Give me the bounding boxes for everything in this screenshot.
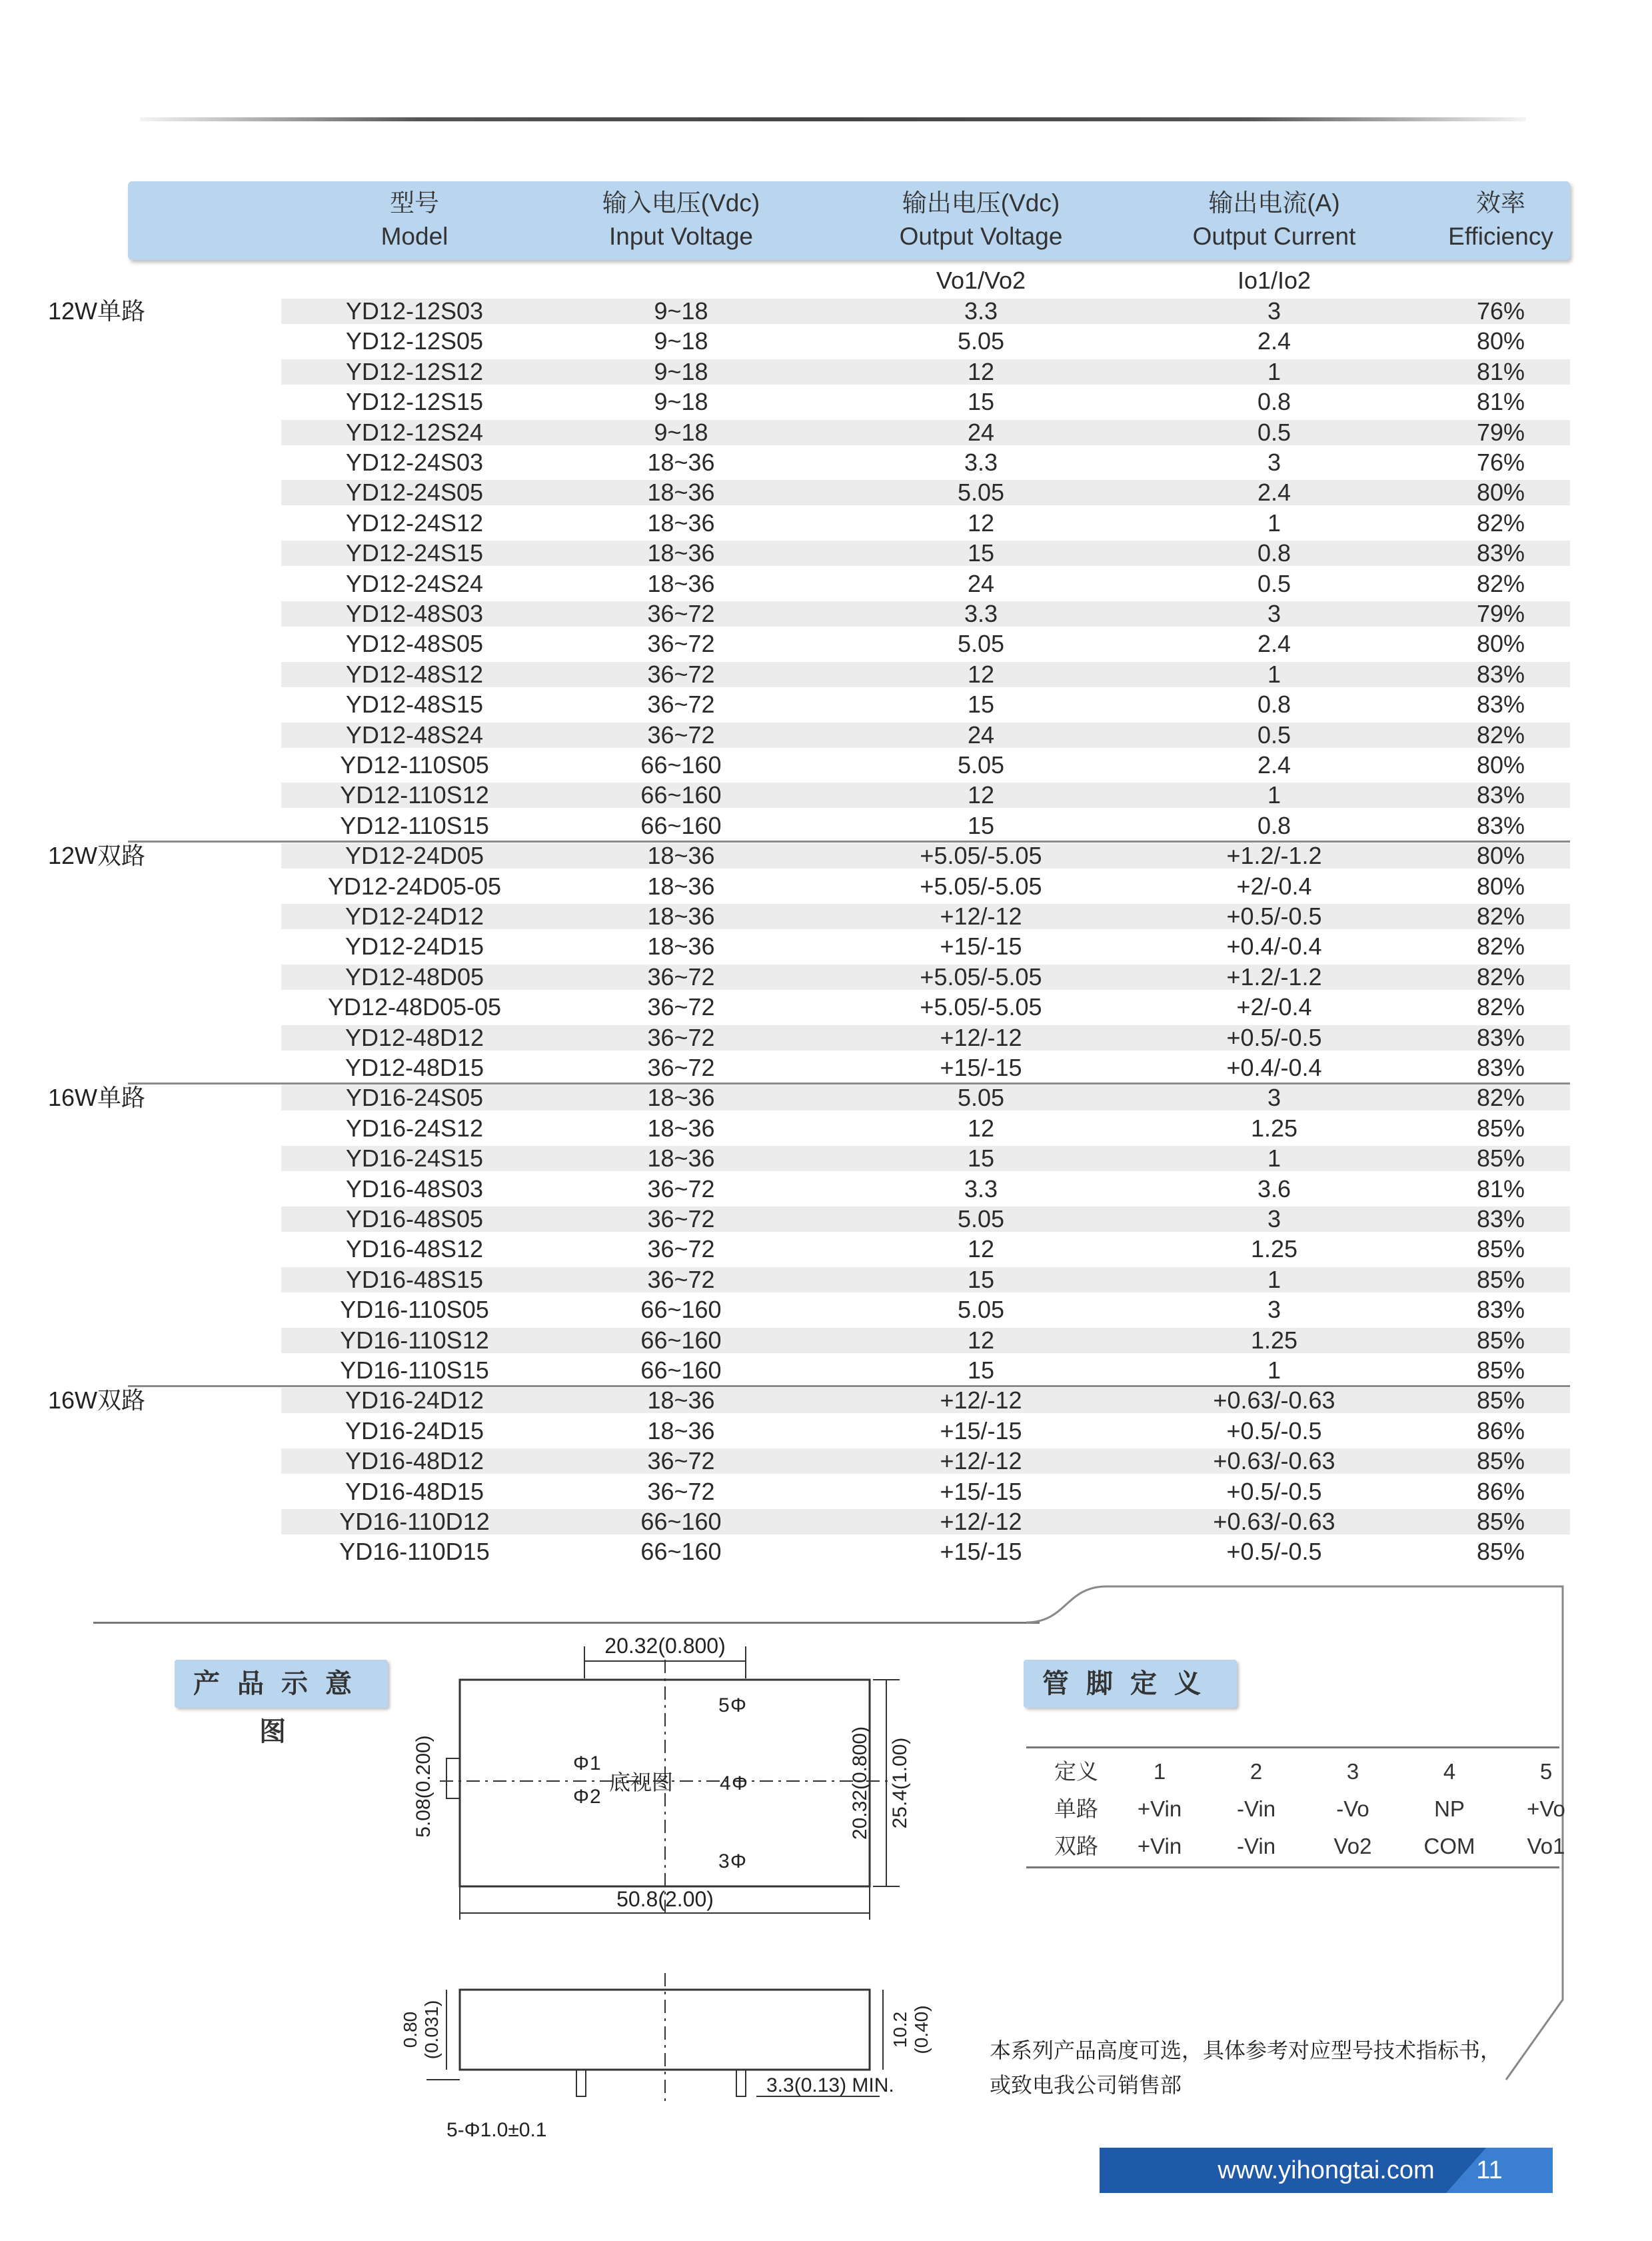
side-right-label-a: 10.2 — [890, 2011, 910, 2048]
cell-model: YD12-24D12 — [345, 903, 484, 930]
note-line-2: 或致电我公司销售部 — [990, 2073, 1182, 2097]
cell-input-voltage: 66~160 — [640, 1538, 722, 1566]
cell-output-voltage: 15 — [967, 388, 995, 416]
pin2-label: 2 — [590, 1786, 601, 1808]
header-output-current: 输出电流(A) Output Current — [1192, 189, 1356, 250]
cell-efficiency: 85% — [1476, 1447, 1525, 1475]
pin-table-top-rule — [1026, 1746, 1559, 1748]
cell-output-voltage: +15/-15 — [940, 933, 1022, 961]
cell-output-current: 3.6 — [1257, 1174, 1291, 1202]
cell-efficiency: 83% — [1476, 1205, 1525, 1232]
cell-output-voltage: 12 — [967, 357, 995, 385]
cell-efficiency: 83% — [1476, 811, 1525, 839]
cell-model: YD12-12S05 — [345, 327, 484, 355]
cell-model: YD16-48D12 — [345, 1447, 484, 1475]
cell-input-voltage: 36~72 — [647, 660, 715, 688]
cell-output-current: +0.5/-0.5 — [1226, 903, 1322, 930]
cell-model: YD12-24S03 — [345, 449, 484, 476]
cell-output-current: +1.2/-1.2 — [1226, 963, 1322, 991]
cell-output-voltage: 15 — [967, 691, 995, 719]
cell-input-voltage: 36~72 — [647, 691, 715, 719]
cell-output-current: 0.8 — [1257, 691, 1291, 719]
cell-output-current: 0.5 — [1257, 721, 1291, 749]
cell-output-voltage: 24 — [967, 721, 995, 749]
cell-efficiency: 85% — [1476, 1508, 1525, 1535]
cell-input-voltage: 36~72 — [647, 1235, 715, 1263]
cell-input-voltage: 36~72 — [647, 1174, 715, 1202]
cell-efficiency: 82% — [1476, 1084, 1525, 1112]
cell-efficiency: 80% — [1476, 751, 1525, 779]
cell-efficiency: 85% — [1476, 1114, 1525, 1142]
cell-output-voltage: 3.3 — [964, 449, 998, 476]
cell-model: YD12-12S24 — [345, 418, 484, 446]
cell-model: YD12-12S03 — [345, 297, 484, 325]
cell-input-voltage: 18~36 — [647, 933, 715, 961]
cell-efficiency: 80% — [1476, 630, 1525, 658]
cell-output-voltage: +15/-15 — [940, 1538, 1022, 1566]
pin4-mark: Φ — [732, 1772, 748, 1794]
cell-output-voltage: 24 — [967, 418, 995, 446]
cell-input-voltage: 36~72 — [647, 1477, 715, 1505]
cell-efficiency: 85% — [1476, 1386, 1525, 1414]
cell-efficiency: 79% — [1476, 600, 1525, 627]
cell-model: YD16-110D12 — [339, 1508, 490, 1535]
cell-output-voltage: +12/-12 — [940, 1508, 1022, 1535]
group-label: 12W单路 — [47, 297, 146, 325]
cell-output-voltage: +5.05/-5.05 — [920, 963, 1042, 991]
cell-input-voltage: 18~36 — [647, 1144, 715, 1172]
cell-output-voltage: 3.3 — [964, 600, 998, 627]
cell-output-voltage: 5.05 — [957, 1205, 1005, 1232]
cell-efficiency: 83% — [1476, 539, 1525, 567]
cell-model: YD16-110D15 — [339, 1538, 490, 1566]
cell-output-voltage: 15 — [967, 811, 995, 839]
header-model: 型号 Model — [381, 189, 448, 250]
cell-output-current: +0.5/-0.5 — [1226, 1023, 1322, 1051]
cell-input-voltage: 9~18 — [654, 388, 708, 416]
cell-input-voltage: 66~160 — [640, 1296, 722, 1324]
pin-dual-2: -Vin — [1236, 1834, 1276, 1858]
cell-model: YD16-48S05 — [345, 1205, 484, 1232]
cell-model: YD12-48D05 — [345, 963, 484, 991]
cell-model: YD12-12S15 — [345, 388, 484, 416]
cell-input-voltage: 36~72 — [647, 993, 715, 1021]
cell-model: YD16-24S15 — [345, 1144, 484, 1172]
cell-efficiency: 81% — [1476, 388, 1525, 416]
header-efficiency: 效率 Efficiency — [1448, 189, 1553, 250]
pin-single-5: +Vo — [1527, 1796, 1565, 1821]
cell-efficiency: 85% — [1476, 1538, 1525, 1566]
pin-table-header — [1026, 1753, 1559, 1790]
pin4-label: 4 — [720, 1772, 731, 1794]
cell-output-voltage: 12 — [967, 660, 995, 688]
cell-efficiency: 81% — [1476, 1174, 1525, 1202]
header-output-voltage: 输出电压(Vdc) Output Voltage — [899, 189, 1063, 250]
cell-output-current: +0.63/-0.63 — [1213, 1447, 1335, 1475]
cell-model: YD16-24D12 — [345, 1386, 484, 1414]
cell-model: YD12-24D15 — [345, 933, 484, 961]
pin-header-1: 1 — [1153, 1759, 1166, 1784]
cell-model: YD16-48S15 — [345, 1265, 484, 1293]
cell-efficiency: 76% — [1476, 449, 1525, 476]
cell-input-voltage: 36~72 — [647, 1447, 715, 1475]
cell-output-voltage: 5.05 — [957, 630, 1005, 658]
cell-output-voltage: 12 — [967, 1114, 995, 1142]
cell-output-voltage: +12/-12 — [940, 1447, 1022, 1475]
cell-model: YD12-48S24 — [345, 721, 484, 749]
cell-efficiency: 85% — [1476, 1326, 1525, 1354]
cell-efficiency: 82% — [1476, 903, 1525, 930]
cell-input-voltage: 36~72 — [647, 1054, 715, 1081]
pin-header-2: 2 — [1249, 1759, 1263, 1784]
cell-model: YD16-48D15 — [345, 1477, 484, 1505]
cell-model: YD12-48D12 — [345, 1023, 484, 1051]
cell-input-voltage: 18~36 — [647, 1416, 715, 1444]
cell-output-current: 0.5 — [1257, 418, 1291, 446]
pin-single-1: +Vin — [1137, 1796, 1182, 1821]
cell-output-voltage: +5.05/-5.05 — [920, 872, 1042, 900]
pin-dual-5: Vo1 — [1527, 1834, 1565, 1858]
cell-input-voltage: 18~36 — [647, 903, 715, 930]
cell-output-voltage: 5.05 — [957, 751, 1005, 779]
cell-output-current: 3 — [1267, 1084, 1281, 1112]
cell-output-voltage: +5.05/-5.05 — [920, 842, 1042, 870]
cell-efficiency: 83% — [1476, 660, 1525, 688]
cell-efficiency: 85% — [1476, 1356, 1525, 1384]
cell-output-current: +2/-0.4 — [1236, 872, 1312, 900]
cell-output-current: +0.4/-0.4 — [1226, 933, 1322, 961]
cell-output-current: 2.4 — [1257, 751, 1291, 779]
side-pin-left — [576, 2070, 586, 2096]
cell-output-voltage: +12/-12 — [940, 1023, 1022, 1051]
cell-output-current: 1.25 — [1250, 1326, 1298, 1354]
cell-output-current: 3 — [1267, 449, 1281, 476]
pin3-label: 3 — [718, 1850, 730, 1872]
cell-output-current: 0.8 — [1257, 811, 1291, 839]
cell-input-voltage: 36~72 — [647, 600, 715, 627]
left-dim-bracket — [446, 1758, 460, 1798]
diagram-section-title: 产品示意图 — [175, 1660, 388, 1708]
cell-input-voltage: 66~160 — [640, 781, 722, 809]
cell-output-current: 1 — [1267, 1144, 1281, 1172]
cell-efficiency: 82% — [1476, 963, 1525, 991]
pin1-mark: Φ — [573, 1752, 589, 1774]
cell-output-current: +0.5/-0.5 — [1226, 1538, 1322, 1566]
cell-input-voltage: 36~72 — [647, 963, 715, 991]
cell-model: YD12-48S12 — [345, 660, 484, 688]
cell-output-current: 0.8 — [1257, 539, 1291, 567]
pin-header-4: 4 — [1443, 1759, 1456, 1784]
cell-output-voltage: 24 — [967, 569, 995, 597]
cell-efficiency: 86% — [1476, 1416, 1525, 1444]
pin-single-2: -Vin — [1236, 1796, 1276, 1821]
cell-output-voltage: +12/-12 — [940, 903, 1022, 930]
cell-input-voltage: 9~18 — [654, 357, 708, 385]
cell-input-voltage: 66~160 — [640, 1508, 722, 1535]
pin-section-title: 管脚定义 — [1024, 1660, 1237, 1708]
pin-dual-1: +Vin — [1137, 1834, 1182, 1858]
cell-input-voltage: 36~72 — [647, 1265, 715, 1293]
cell-output-current: +2/-0.4 — [1236, 993, 1312, 1021]
cell-efficiency: 82% — [1476, 569, 1525, 597]
cell-model: YD12-48S05 — [345, 630, 484, 658]
cell-model: YD12-48S15 — [345, 691, 484, 719]
cell-input-voltage: 36~72 — [647, 721, 715, 749]
cell-model: YD12-24D05 — [345, 842, 484, 870]
group-label: 12W双路 — [47, 842, 146, 870]
cell-efficiency: 86% — [1476, 1477, 1525, 1505]
note-line-1: 本系列产品高度可选，具体参考对应型号技术指标书， — [990, 2038, 1502, 2062]
cell-input-voltage: 18~36 — [647, 1084, 715, 1112]
cell-input-voltage: 9~18 — [654, 327, 708, 355]
cell-input-voltage: 18~36 — [647, 449, 715, 476]
cell-model: YD12-48D05-05 — [327, 993, 502, 1021]
cell-input-voltage: 36~72 — [647, 1023, 715, 1051]
cell-output-voltage: 3.3 — [964, 297, 998, 325]
cell-output-current: 1.25 — [1250, 1114, 1298, 1142]
cell-efficiency: 83% — [1476, 1054, 1525, 1081]
footer-url[interactable]: www.yihongtai.com — [1100, 2148, 1553, 2193]
cell-output-current: 1 — [1267, 660, 1281, 688]
cell-input-voltage: 18~36 — [647, 539, 715, 567]
header-input-voltage: 输入电压(Vdc) Input Voltage — [602, 189, 760, 250]
cell-output-current: 0.8 — [1257, 388, 1291, 416]
cell-output-voltage: +5.05/-5.05 — [920, 993, 1042, 1021]
cell-input-voltage: 18~36 — [647, 479, 715, 507]
pin3-mark: Φ — [730, 1850, 746, 1872]
side-left-label-a: 0.80 — [400, 2011, 420, 2048]
side-left-label-b: (0.031) — [421, 2000, 442, 2060]
pin1-label: 1 — [590, 1752, 601, 1774]
dim-top-label: 20.32(0.800) — [604, 1634, 726, 1658]
cell-efficiency: 83% — [1476, 1023, 1525, 1051]
sub-header-output: Vo1/Vo2 — [936, 267, 1026, 294]
center-view-label: 底视图 — [608, 1770, 674, 1794]
cell-model: YD12-110S15 — [340, 811, 489, 839]
pin2-mark: Φ — [573, 1786, 589, 1808]
pin-single-3: -Vo — [1336, 1796, 1369, 1821]
cell-input-voltage: 66~160 — [640, 751, 722, 779]
cell-output-voltage: 5.05 — [957, 1084, 1005, 1112]
pin-dual-3: Vo2 — [1333, 1834, 1372, 1858]
dim-left-label: 5.08(0.200) — [413, 1735, 434, 1838]
dim-right-inner-label: 20.32(0.800) — [849, 1726, 871, 1840]
cell-output-current: +0.5/-0.5 — [1226, 1416, 1322, 1444]
cell-output-current: 1 — [1267, 509, 1281, 537]
cell-model: YD12-24S12 — [345, 509, 484, 537]
cell-efficiency: 83% — [1476, 781, 1525, 809]
cell-model: YD12-24S15 — [345, 539, 484, 567]
cell-efficiency: 85% — [1476, 1144, 1525, 1172]
side-right-label-b: (0.40) — [911, 2005, 932, 2054]
cell-output-voltage: 15 — [967, 1144, 995, 1172]
pin-dual-label: 双路 — [1054, 1834, 1098, 1858]
cell-model: YD12-110S12 — [340, 781, 489, 809]
cell-output-voltage: 12 — [967, 1326, 995, 1354]
cell-input-voltage: 36~72 — [647, 630, 715, 658]
cell-output-voltage: 12 — [967, 781, 995, 809]
cell-model: YD12-24S24 — [345, 569, 484, 597]
pin5-label: 5 — [718, 1694, 730, 1716]
cell-efficiency: 82% — [1476, 721, 1525, 749]
cell-model: YD16-48S03 — [345, 1174, 484, 1202]
cell-efficiency: 82% — [1476, 509, 1525, 537]
page-number: 11 — [1476, 2156, 1503, 2184]
cell-output-voltage: 12 — [967, 1235, 995, 1263]
pin5-mark: Φ — [730, 1694, 746, 1716]
cell-output-current: 1 — [1267, 1265, 1281, 1293]
pin-header-5: 5 — [1539, 1759, 1553, 1784]
cell-output-current: 2.4 — [1257, 479, 1291, 507]
cell-efficiency: 82% — [1476, 933, 1525, 961]
cell-input-voltage: 18~36 — [647, 1114, 715, 1142]
pin-row-single — [1026, 1790, 1565, 1828]
cell-output-current: +0.63/-0.63 — [1213, 1386, 1335, 1414]
cell-input-voltage: 18~36 — [647, 569, 715, 597]
cell-efficiency: 76% — [1476, 297, 1525, 325]
pin-dual-4: COM — [1423, 1834, 1475, 1858]
cell-efficiency: 85% — [1476, 1265, 1525, 1293]
cell-output-current: 3 — [1267, 1205, 1281, 1232]
cell-efficiency: 83% — [1476, 691, 1525, 719]
cell-input-voltage: 36~72 — [647, 1205, 715, 1232]
cell-output-voltage: 5.05 — [957, 1296, 1005, 1324]
cell-efficiency: 80% — [1476, 872, 1525, 900]
cell-output-voltage: 15 — [967, 539, 995, 567]
cell-output-voltage: 5.05 — [957, 327, 1005, 355]
cell-output-current: 2.4 — [1257, 630, 1291, 658]
cell-output-current: 3 — [1267, 600, 1281, 627]
cell-model: YD16-110S05 — [340, 1296, 489, 1324]
cell-output-current: 0.5 — [1257, 569, 1291, 597]
group-label: 16W双路 — [47, 1386, 146, 1414]
cell-efficiency: 83% — [1476, 1296, 1525, 1324]
cell-input-voltage: 66~160 — [640, 811, 722, 839]
cell-output-voltage: 3.3 — [964, 1174, 998, 1202]
cell-model: YD12-24D05-05 — [327, 872, 502, 900]
cell-output-current: +0.5/-0.5 — [1226, 1477, 1322, 1505]
cell-model: YD12-110S05 — [340, 751, 489, 779]
cell-output-current: 1.25 — [1250, 1235, 1298, 1263]
cell-input-voltage: 18~36 — [647, 842, 715, 870]
cell-model: YD16-24D15 — [345, 1416, 484, 1444]
cell-model: YD12-48D15 — [345, 1054, 484, 1081]
cell-model: YD12-12S12 — [345, 357, 484, 385]
cell-input-voltage: 18~36 — [647, 872, 715, 900]
group-label: 16W单路 — [47, 1084, 146, 1112]
cell-output-current: 1 — [1267, 781, 1281, 809]
cell-model: YD16-24S05 — [345, 1084, 484, 1112]
cell-output-voltage: 15 — [967, 1356, 995, 1384]
pin-row-dual — [1026, 1828, 1565, 1865]
cell-output-current: +0.63/-0.63 — [1213, 1508, 1335, 1535]
cell-output-voltage: 15 — [967, 1265, 995, 1293]
pin-header-3: 3 — [1346, 1759, 1359, 1784]
cell-model: YD12-24S05 — [345, 479, 484, 507]
cell-output-current: +0.4/-0.4 — [1226, 1054, 1322, 1081]
cell-efficiency: 81% — [1476, 357, 1525, 385]
cell-efficiency: 82% — [1476, 993, 1525, 1021]
cell-input-voltage: 66~160 — [640, 1326, 722, 1354]
cell-output-voltage: +12/-12 — [940, 1386, 1022, 1414]
cell-input-voltage: 9~18 — [654, 297, 708, 325]
side-pin-right — [736, 2070, 746, 2096]
dim-right-outer-label: 25.4(1.00) — [889, 1737, 911, 1829]
pin-single-label: 单路 — [1054, 1796, 1098, 1821]
cell-output-current: 1 — [1267, 357, 1281, 385]
sub-header-current: Io1/Io2 — [1237, 267, 1311, 294]
cell-output-voltage: +15/-15 — [940, 1054, 1022, 1081]
cell-output-voltage: 5.05 — [957, 479, 1005, 507]
cell-output-voltage: +15/-15 — [940, 1477, 1022, 1505]
pin-header-label: 定义 — [1054, 1759, 1098, 1784]
cell-efficiency: 80% — [1476, 479, 1525, 507]
cell-output-current: 2.4 — [1257, 327, 1291, 355]
cell-efficiency: 79% — [1476, 418, 1525, 446]
cell-efficiency: 80% — [1476, 842, 1525, 870]
pin-table-bottom-rule — [1026, 1866, 1559, 1868]
product-diagram — [373, 1626, 973, 2146]
pin-length-label: 3.3(0.13) MIN. — [766, 2074, 894, 2096]
cell-model: YD16-110S12 — [340, 1326, 489, 1354]
cell-model: YD12-48S03 — [345, 600, 484, 627]
cell-input-voltage: 18~36 — [647, 509, 715, 537]
cell-efficiency: 80% — [1476, 327, 1525, 355]
cell-output-current: 3 — [1267, 1296, 1281, 1324]
cell-output-current: +1.2/-1.2 — [1226, 842, 1322, 870]
cell-input-voltage: 18~36 — [647, 1386, 715, 1414]
cell-input-voltage: 9~18 — [654, 418, 708, 446]
cell-model: YD16-24S12 — [345, 1114, 484, 1142]
dim-bottom-label: 50.8(2.00) — [616, 1887, 714, 1911]
cell-model: YD16-48S12 — [345, 1235, 484, 1263]
cell-efficiency: 85% — [1476, 1235, 1525, 1263]
cell-input-voltage: 66~160 — [640, 1356, 722, 1384]
cell-output-current: 3 — [1267, 297, 1281, 325]
pin-single-4: NP — [1434, 1796, 1465, 1821]
pin-diameter-label: 5-Φ1.0±0.1 — [446, 2119, 547, 2141]
cell-output-voltage: +15/-15 — [940, 1416, 1022, 1444]
cell-output-voltage: 12 — [967, 509, 995, 537]
cell-output-current: 1 — [1267, 1356, 1281, 1384]
cell-model: YD16-110S15 — [340, 1356, 489, 1384]
